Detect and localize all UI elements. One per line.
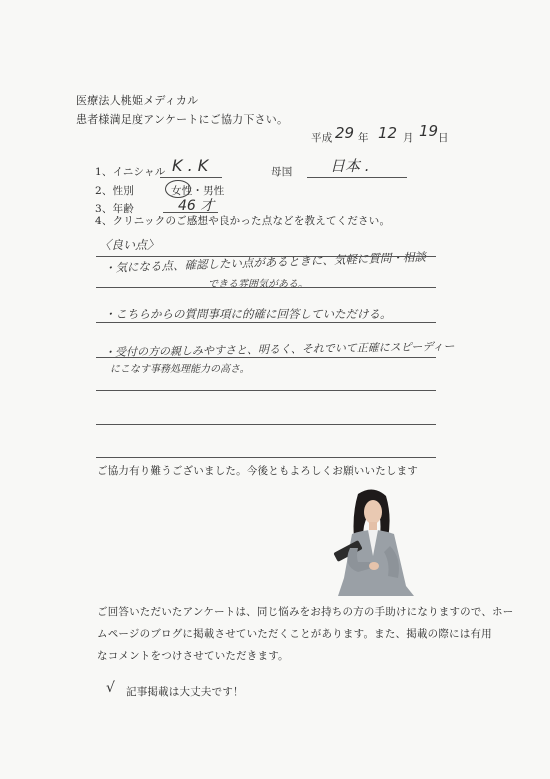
- answer-line-2: できる雰囲気がある。: [208, 279, 308, 290]
- q1-value: K . K: [172, 156, 209, 175]
- answer-line-4: ・受付の方の親しみやすさと、明るく、それでいて正確にスピーディー: [103, 339, 455, 359]
- notice-line-2: ムページのブログに掲載させていただくことがあります。また、掲載の際には有用: [97, 628, 492, 640]
- date-month-label: 月: [403, 132, 414, 144]
- date-era: 平成: [311, 132, 333, 144]
- rule-line: [96, 256, 436, 257]
- date-day-label: 日: [438, 132, 449, 144]
- org-name: 医療法人桃姫メディカル: [76, 94, 199, 107]
- notice-line-3: なコメントをつけさせていただきます。: [97, 650, 289, 662]
- date-day-value: 19: [419, 122, 439, 140]
- q2-value: 女性・男性: [171, 185, 225, 197]
- answer-line-1: ・気になる点、確認したい点があるときに、気軽に質問・相談: [103, 249, 427, 275]
- q4-label: 4、クリニックのご感想や良かった点などを教えてください。: [95, 215, 391, 227]
- consent-label: 記事掲載は大丈夫です！: [126, 686, 244, 698]
- rule-line: [96, 457, 436, 458]
- rule-line: [96, 322, 436, 323]
- survey-title: 患者様満足度アンケートにご協力下さい。: [76, 113, 289, 126]
- consent-check-mark[interactable]: √: [106, 680, 115, 696]
- receptionist-photo-icon: [328, 486, 418, 596]
- q3-label: 3、年齢: [95, 203, 134, 215]
- date-year-label: 年: [358, 132, 369, 144]
- rule-line: [96, 357, 436, 358]
- notice-line-1: ご回答いただいたアンケートは、同じ悩みをお持ちの方の手助けになりますので、ホー: [97, 606, 514, 618]
- q3-value: 46 才: [178, 198, 215, 214]
- q2-label: 2、性別: [95, 185, 134, 197]
- answer-line-5: にこなす事務処理能力の高さ。: [110, 364, 250, 375]
- answer-heading: 〈良い点〉: [99, 238, 160, 252]
- thanks-text: ご協力有り難うございました。今後ともよろしくお願いいたします: [97, 465, 418, 477]
- rule-line: [96, 390, 436, 391]
- rule-line: [96, 287, 436, 288]
- answer-line-3: ・こちらからの質問事項に的確に回答していただける。: [104, 307, 392, 321]
- q1-label: 1、イニシャル: [95, 166, 166, 178]
- rule-line: [96, 424, 436, 425]
- q1-underline: [160, 177, 222, 178]
- date-month-value: 12: [378, 124, 398, 142]
- date-year-value: 29: [335, 124, 355, 142]
- country-underline: [307, 177, 407, 178]
- country-value: 日本 .: [330, 157, 370, 175]
- country-label: 母国: [271, 166, 293, 178]
